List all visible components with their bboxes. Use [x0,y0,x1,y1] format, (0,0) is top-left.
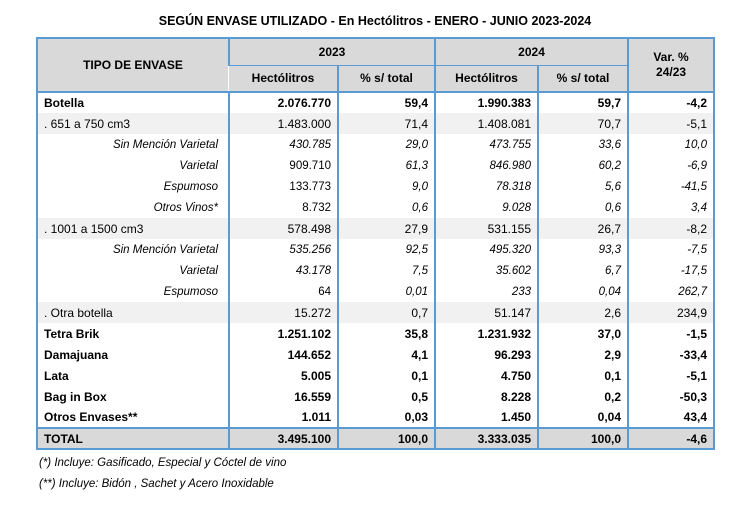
var-pct-cell: 43,4 [628,407,714,428]
var-pct-cell: -8,2 [628,218,714,239]
var-pct-line1: Var. % [653,50,689,64]
footnotes [36,457,714,490]
table-row [37,155,714,176]
hectolitros-2024-cell: 233 [435,281,538,302]
pct-total-2024-cell: 5,6 [538,176,628,197]
var-pct-cell: -4,6 [628,428,714,449]
hectolitros-2023-cell: 535.256 [229,239,338,260]
pct-total-2024-cell: 2,6 [538,302,628,323]
pct-total-2023-cell: 61,3 [338,155,435,176]
pct-total-2023-cell: 4,1 [338,344,435,365]
hectolitros-2024-cell: 78.318 [435,176,538,197]
pct-total-2023-cell: 0,7 [338,302,435,323]
pct-total-2024-cell: 70,7 [538,113,628,134]
table-row [37,428,714,449]
pct-total-2024-cell: 93,3 [538,239,628,260]
var-pct-cell: -1,5 [628,323,714,344]
table-row [37,365,714,386]
pct-total-2023-cell: 0,1 [338,365,435,386]
pct-total-2024-cell: 0,2 [538,386,628,407]
table-row [37,302,714,323]
footnote-double-asterisk: (**) Incluye: Bidón , Sachet y Acero Inoxidable [39,478,274,490]
envase-label: Varietal [179,159,218,172]
column-header-hectolitros-2024: Hectólitros [435,65,538,92]
hectolitros-2023-cell: 15.272 [229,302,338,323]
var-pct-cell: -7,5 [628,239,714,260]
pct-total-2023-cell: 29,0 [338,134,435,155]
column-header-hectolitros-2023: Hectólitros [229,65,338,92]
hectolitros-2024-cell: 1.450 [435,407,538,428]
envase-label: Varietal [179,264,218,277]
table-row [37,260,714,281]
envase-label: TOTAL [44,431,83,446]
var-pct-cell: -41,5 [628,176,714,197]
pct-total-2024-cell: 60,2 [538,155,628,176]
hectolitros-2023-cell: 430.785 [229,134,338,155]
hectolitros-2023-cell: 909.710 [229,155,338,176]
pct-total-2023-cell: 0,6 [338,197,435,218]
pct-total-2024-cell: 33,6 [538,134,628,155]
var-pct-cell: -5,1 [628,365,714,386]
table-header [37,38,714,92]
column-header-tipo-de-envase: TIPO DE ENVASE [37,38,229,92]
hectolitros-2024-cell: 1.231.932 [435,323,538,344]
table-row [37,407,714,428]
pct-total-2024-cell: 6,7 [538,260,628,281]
column-header-var-pct [628,38,714,92]
envase-label: Damajuana [44,347,109,362]
hectolitros-2023-cell: 8.732 [229,197,338,218]
pct-total-2024-cell: 2,9 [538,344,628,365]
var-pct-line2: 24/23 [656,65,687,79]
envase-label: Tetra Brik [44,326,100,341]
report-page [36,6,714,499]
envase-label: Espumoso [163,285,218,298]
pct-total-2024-cell: 0,6 [538,197,628,218]
var-pct-cell: 3,4 [628,197,714,218]
table-row [37,92,714,113]
var-pct-cell: -33,4 [628,344,714,365]
table-row [37,113,714,134]
hectolitros-2024-cell: 846.980 [435,155,538,176]
pct-total-2023-cell: 71,4 [338,113,435,134]
pct-total-2023-cell: 0,5 [338,386,435,407]
column-header-2023: 2023 [229,38,435,65]
footnote-asterisk: (*) Incluye: Gasificado, Especial y Cóctel de vino [39,457,287,469]
pct-total-2023-cell: 0,01 [338,281,435,302]
var-pct-cell: -4,2 [628,92,714,113]
hectolitros-2023-cell: 578.498 [229,218,338,239]
envase-label: . Otra botella [44,305,113,320]
hectolitros-2024-cell: 531.155 [435,218,538,239]
hectolitros-2024-cell: 473.755 [435,134,538,155]
envase-label: Botella [44,96,85,110]
envase-label: Sin Mención Varietal [112,138,218,151]
pct-total-2024-cell: 0,04 [538,407,628,428]
header-row-years [37,38,714,65]
column-header-pct-total-2024: % s/ total [538,65,628,92]
hectolitros-2024-cell: 495.320 [435,239,538,260]
var-pct-cell: 10,0 [628,134,714,155]
envase-table [36,37,715,450]
table-row [37,323,714,344]
hectolitros-2024-cell: 3.333.035 [435,428,538,449]
pct-total-2023-cell: 7,5 [338,260,435,281]
envase-label: Lata [44,368,69,383]
hectolitros-2024-cell: 96.293 [435,344,538,365]
pct-total-2024-cell: 26,7 [538,218,628,239]
envase-label: Sin Mención Varietal [112,243,218,256]
var-pct-cell: -17,5 [628,260,714,281]
table-row [37,176,714,197]
pct-total-2024-cell: 100,0 [538,428,628,449]
hectolitros-2024-cell: 1.990.383 [435,92,538,113]
hectolitros-2023-cell: 1.011 [229,407,338,428]
pct-total-2024-cell: 37,0 [538,323,628,344]
envase-label: Bag in Box [44,389,107,404]
envase-label: . 651 a 750 cm3 [44,116,131,131]
table-body [37,92,714,449]
pct-total-2024-cell: 59,7 [538,92,628,113]
hectolitros-2023-cell: 1.483.000 [229,113,338,134]
table-row [37,281,714,302]
hectolitros-2023-cell: 5.005 [229,365,338,386]
hectolitros-2023-cell: 2.076.770 [229,92,338,113]
envase-label: Espumoso [163,180,218,193]
envase-label: Otros Envases** [44,410,138,424]
table-row [37,239,714,260]
column-header-pct-total-2023: % s/ total [338,65,435,92]
pct-total-2024-cell: 0,1 [538,365,628,386]
column-header-2024: 2024 [435,38,628,65]
hectolitros-2023-cell: 3.495.100 [229,428,338,449]
hectolitros-2023-cell: 133.773 [229,176,338,197]
envase-label: Otros Vinos* [153,201,218,214]
hectolitros-2024-cell: 1.408.081 [435,113,538,134]
pct-total-2024-cell: 0,04 [538,281,628,302]
hectolitros-2023-cell: 43.178 [229,260,338,281]
var-pct-cell: 234,9 [628,302,714,323]
pct-total-2023-cell: 0,03 [338,407,435,428]
pct-total-2023-cell: 59,4 [338,92,435,113]
var-pct-cell: -6,9 [628,155,714,176]
table-row [37,134,714,155]
hectolitros-2023-cell: 64 [229,281,338,302]
envase-label: . 1001 a 1500 cm3 [44,221,144,236]
hectolitros-2024-cell: 35.602 [435,260,538,281]
table-row [37,344,714,365]
table-title: SEGÚN ENVASE UTILIZADO - En Hectólitros - ENERO - JUNIO 2023-2024 [158,14,592,28]
pct-total-2023-cell: 35,8 [338,323,435,344]
hectolitros-2024-cell: 9.028 [435,197,538,218]
hectolitros-2024-cell: 8.228 [435,386,538,407]
var-pct-cell: 262,7 [628,281,714,302]
pct-total-2023-cell: 27,9 [338,218,435,239]
table-row [37,386,714,407]
pct-total-2023-cell: 92,5 [338,239,435,260]
hectolitros-2023-cell: 1.251.102 [229,323,338,344]
pct-total-2023-cell: 9,0 [338,176,435,197]
hectolitros-2024-cell: 51.147 [435,302,538,323]
hectolitros-2023-cell: 144.652 [229,344,338,365]
pct-total-2023-cell: 100,0 [338,428,435,449]
table-row [37,218,714,239]
hectolitros-2024-cell: 4.750 [435,365,538,386]
var-pct-cell: -50,3 [628,386,714,407]
var-pct-cell: -5,1 [628,113,714,134]
table-row [37,197,714,218]
hectolitros-2023-cell: 16.559 [229,386,338,407]
